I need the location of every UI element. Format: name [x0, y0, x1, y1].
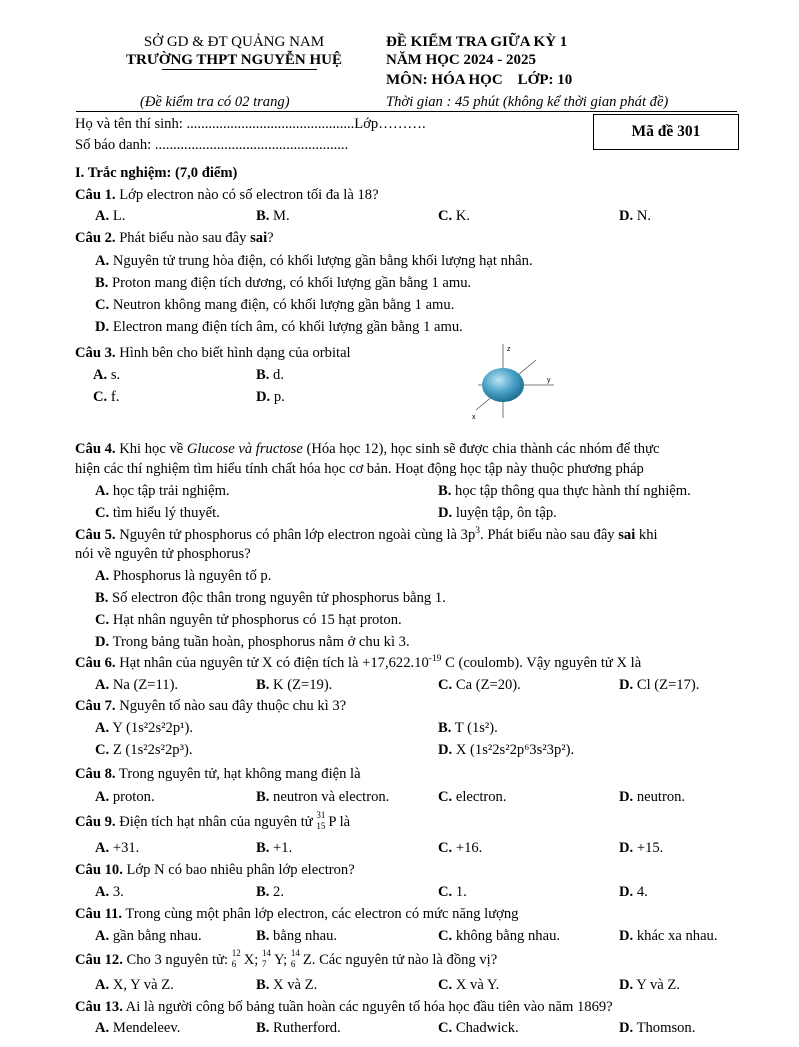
question-12-text: Cho 3 nguyên tử: — [122, 952, 232, 968]
option-text: N. — [633, 208, 652, 224]
question-5-text: Nguyên tử phosphorus có phân lớp electron ngoài cùng là 3p — [115, 527, 476, 543]
q12-option-a[interactable] — [95, 976, 174, 994]
option-letter: D. — [438, 742, 453, 758]
department-name: SỞ GD & ĐT QUẢNG NAM — [143, 34, 325, 50]
option-letter: B. — [256, 208, 270, 224]
q11-option-c[interactable] — [438, 927, 560, 945]
option-letter: A. — [95, 928, 110, 944]
q12-option-b[interactable] — [256, 976, 317, 994]
question-11-text: Trong cùng một phân lớp electron, các electron có mức năng lượng — [122, 906, 519, 922]
question-12-label: Câu 12. — [75, 952, 123, 968]
option-text: Số electron độc thân trong nguyên tử phosphorus bằng 1. — [108, 590, 446, 606]
option-letter: A. — [93, 367, 108, 383]
option-text: Y và Z. — [633, 977, 680, 993]
option-text: Y (1s²2s²2p¹). — [112, 720, 193, 736]
element-symbol: Z — [302, 952, 312, 968]
question-4-italic: Glucose và fructose — [186, 441, 303, 457]
option-text: 4. — [633, 884, 648, 900]
q11-option-d[interactable] — [619, 927, 718, 945]
question-1-label: Câu 1. — [75, 187, 116, 203]
option-letter: C. — [438, 884, 453, 900]
option-text: Thomson. — [633, 1020, 696, 1036]
option-text: học tập thông qua thực hành thí nghiệm. — [451, 483, 691, 499]
option-letter: A. — [95, 208, 110, 224]
option-text: bằng nhau. — [269, 928, 338, 944]
option-letter: C. — [95, 742, 110, 758]
option-text: Nguyên tử trung hòa điện, có khối lượng gần bằng khối lượng hạt nhân. — [109, 253, 533, 269]
option-letter: C. — [438, 928, 453, 944]
question-8-text: Trong nguyên tử, hạt không mang điện là — [115, 766, 361, 782]
option-letter: A. — [95, 840, 110, 856]
option-letter: D. — [438, 505, 453, 521]
question-1 — [75, 186, 379, 204]
exam-title: ĐỀ KIỂM TRA GIỮA KỲ 1 — [386, 34, 568, 50]
option-letter: D. — [619, 840, 634, 856]
option-letter: B. — [256, 1020, 270, 1036]
option-text: Mendeleev. — [109, 1020, 181, 1036]
option-letter: B. — [256, 928, 270, 944]
q8-option-c[interactable] — [438, 788, 507, 806]
question-2-text: Phát biểu nào sau đây — [115, 230, 251, 246]
option-letter: D. — [619, 677, 634, 693]
option-letter: D. — [619, 928, 634, 944]
option-letter: A. — [95, 253, 110, 269]
question-10 — [75, 861, 355, 879]
q11-option-a[interactable] — [95, 927, 202, 945]
option-text: 1. — [452, 884, 467, 900]
question-11-label: Câu 11. — [75, 906, 123, 922]
candidate-name-line: Họ và tên thí sinh: ..............................................Lớp………. — [75, 116, 426, 132]
option-text: f. — [107, 389, 120, 405]
option-letter: C. — [438, 208, 453, 224]
option-text: +15. — [633, 840, 664, 856]
q13-option-c[interactable] — [438, 1019, 519, 1037]
question-8 — [75, 765, 361, 783]
option-text: Rutherford. — [269, 1020, 341, 1036]
option-text: Na (Z=11). — [109, 677, 179, 693]
option-letter: B. — [256, 884, 270, 900]
s-orbital-figure — [458, 340, 570, 426]
option-text: Cl (Z=17). — [633, 677, 700, 693]
mass-number: 31 — [316, 810, 326, 820]
question-7 — [75, 697, 346, 715]
option-letter: A. — [95, 884, 110, 900]
nuclide-notation — [231, 948, 244, 969]
superscript: 3 — [475, 526, 481, 537]
question-6-label: Câu 6. — [75, 655, 116, 671]
option-letter: D. — [619, 789, 634, 805]
option-text: Trong bảng tuần hoàn, phosphorus nằm ở chu kì 3. — [109, 634, 410, 650]
q7-option-a[interactable] — [95, 719, 193, 737]
option-text: M. — [269, 208, 290, 224]
option-text: tìm hiểu lý thuyết. — [109, 505, 220, 521]
option-letter: C. — [95, 505, 110, 521]
question-5-text-end: khi — [635, 527, 658, 543]
question-13 — [75, 998, 613, 1016]
option-text: không bằng nhau. — [452, 928, 561, 944]
option-text: K. — [452, 208, 471, 224]
option-letter: C. — [438, 789, 453, 805]
option-text: Neutron không mang điện, có khối lượng gần bằng 1 amu. — [109, 297, 455, 313]
atomic-number: 15 — [316, 821, 326, 831]
option-letter: B. — [95, 275, 109, 291]
q3-option-c[interactable] — [93, 388, 119, 406]
pages-note: (Đề kiểm tra có 02 trang) — [140, 94, 290, 110]
option-letter: B. — [256, 977, 270, 993]
q11-option-b[interactable] — [256, 927, 337, 945]
superscript: -19 — [428, 654, 442, 665]
question-2-emphasis: sai — [250, 230, 268, 246]
question-3-text: Hình bên cho biết hình dạng của orbital — [115, 345, 351, 361]
option-text: học tập trải nghiệm. — [109, 483, 230, 499]
question-12-text-end: . Các nguyên tử nào là đồng vị? — [311, 952, 498, 968]
orbital-sphere — [482, 368, 524, 402]
school-name — [92, 51, 376, 69]
option-letter: A. — [95, 789, 110, 805]
nuclide-notation — [261, 948, 274, 969]
q4-option-d[interactable] — [438, 504, 557, 522]
y-axis-label: y — [547, 377, 551, 384]
q10-option-b[interactable] — [256, 883, 284, 901]
question-4-text-cont: (Hóa học 12), học sinh sẽ được chia thành các nhóm để thực — [302, 441, 660, 457]
option-letter: A. — [95, 977, 110, 993]
question-6-text: Hạt nhân của nguyên tử X có điện tích là +17,622.10 — [115, 655, 429, 671]
option-letter: B. — [256, 789, 270, 805]
option-text: L. — [109, 208, 126, 224]
question-13-text: Ai là người công bố bảng tuần hoàn các nguyên tố hóa học đầu tiên vào năm 1869? — [122, 999, 613, 1015]
question-2 — [75, 229, 274, 247]
option-letter: C. — [438, 977, 453, 993]
q7-option-b[interactable] — [438, 719, 498, 737]
q10-option-c[interactable] — [438, 883, 467, 901]
option-text: 3. — [109, 884, 124, 900]
question-12 — [75, 948, 498, 969]
header-divider — [76, 111, 737, 112]
candidate-id-line: Số báo danh: ..................................................... — [75, 137, 349, 153]
q9-option-c[interactable] — [438, 839, 482, 857]
question-7-label: Câu 7. — [75, 698, 116, 714]
q10-option-d[interactable] — [619, 883, 648, 901]
option-text: X, Y và Z. — [109, 977, 174, 993]
q13-option-a[interactable] — [95, 1019, 180, 1037]
q3-option-a[interactable] — [93, 366, 120, 384]
time-note: Thời gian : 45 phút (không kể thời gian phát đề) — [386, 94, 669, 110]
option-text: Hạt nhân nguyên tử phosphorus có 15 hạt proton. — [109, 612, 402, 628]
question-4 — [75, 440, 659, 458]
q6-option-c[interactable] — [438, 676, 521, 694]
option-text: s. — [107, 367, 121, 383]
option-text: Electron mang điện tích âm, có khối lượng gần bằng 1 amu. — [109, 319, 463, 335]
option-text: 2. — [269, 884, 284, 900]
q1-option-b[interactable] — [256, 207, 290, 225]
question-9-label: Câu 9. — [75, 814, 116, 830]
q8-option-a[interactable] — [95, 788, 155, 806]
q2-option-b[interactable] — [95, 274, 471, 292]
q12-option-c[interactable] — [438, 976, 499, 994]
option-text: Phosphorus là nguyên tố p. — [109, 568, 272, 584]
question-3 — [75, 344, 351, 362]
option-letter: B. — [95, 590, 109, 606]
option-text: X và Y. — [452, 977, 500, 993]
q2-option-a[interactable] — [95, 252, 533, 270]
question-5-line2: nói về nguyên tử phosphorus? — [75, 546, 251, 562]
option-letter: D. — [619, 977, 634, 993]
option-letter: D. — [619, 884, 634, 900]
q10-option-a[interactable] — [95, 883, 124, 901]
question-7-text: Nguyên tố nào sau đây thuộc chu kì 3? — [115, 698, 347, 714]
mass-number: 12 — [231, 948, 241, 958]
question-5-text-cont: . Phát biểu nào sau đây — [480, 527, 619, 543]
option-letter: C. — [438, 840, 453, 856]
x-axis-label: x — [472, 414, 476, 421]
option-text: d. — [269, 367, 284, 383]
q7-option-c[interactable] — [95, 741, 192, 759]
question-9-text: Điện tích hạt nhân của nguyên tử — [115, 814, 317, 830]
q8-option-d[interactable] — [619, 788, 685, 806]
question-9-text-end: là — [335, 814, 351, 830]
option-letter: A. — [95, 483, 110, 499]
option-text: khác xa nhau. — [633, 928, 718, 944]
option-letter: C. — [93, 389, 108, 405]
school-year: NĂM HỌC 2024 - 2025 — [386, 52, 536, 68]
q5-option-c[interactable] — [95, 611, 402, 629]
q1-option-c[interactable] — [438, 207, 470, 225]
question-8-label: Câu 8. — [75, 766, 116, 782]
option-letter: D. — [95, 634, 110, 650]
nuclide-notation — [290, 948, 303, 969]
option-letter: A. — [95, 720, 110, 736]
q13-option-d[interactable] — [619, 1019, 695, 1037]
question-10-label: Câu 10. — [75, 862, 123, 878]
nuclide-notation — [316, 810, 328, 831]
question-5-label: Câu 5. — [75, 527, 116, 543]
option-text: neutron. — [633, 789, 686, 805]
option-text: electron. — [452, 789, 507, 805]
option-letter: C. — [438, 677, 453, 693]
question-9 — [75, 810, 351, 831]
option-text: Proton mang điện tích dương, có khối lượng gần bằng 1 amu. — [108, 275, 472, 291]
exam-code-box — [593, 114, 739, 150]
atomic-number: 7 — [261, 959, 267, 969]
option-text: Chadwick. — [452, 1020, 519, 1036]
exam-code: Mã đề 301 — [631, 123, 701, 140]
question-2-label: Câu 2. — [75, 230, 116, 246]
q5-option-d[interactable] — [95, 633, 410, 651]
q6-option-a[interactable] — [95, 676, 178, 694]
option-text: X (1s²2s²2p⁶3s²3p²). — [455, 742, 575, 758]
q9-option-d[interactable] — [619, 839, 663, 857]
question-4-label: Câu 4. — [75, 441, 116, 457]
option-text: proton. — [109, 789, 155, 805]
q3-option-d[interactable] — [256, 388, 285, 406]
atomic-number: 6 — [290, 959, 296, 969]
section-title: I. Trắc nghiệm: (7,0 điểm) — [75, 165, 238, 181]
q1-option-a[interactable] — [95, 207, 125, 225]
q12-option-d[interactable] — [619, 976, 680, 994]
q2-option-d[interactable] — [95, 318, 463, 336]
q4-option-a[interactable] — [95, 482, 230, 500]
question-4-text: Khi học về — [115, 441, 187, 457]
question-2-text-end: ? — [267, 230, 274, 246]
subject-line: MÔN: HÓA HỌC LỚP: 10 — [386, 72, 573, 88]
option-letter: A. — [95, 677, 110, 693]
mass-number: 14 — [290, 948, 300, 958]
question-11 — [75, 905, 518, 923]
q1-option-d[interactable] — [619, 207, 651, 225]
q6-option-d[interactable] — [619, 676, 699, 694]
option-text: K (Z=19). — [269, 677, 333, 693]
option-letter: B. — [256, 677, 270, 693]
q13-option-b[interactable] — [256, 1019, 341, 1037]
question-3-label: Câu 3. — [75, 345, 116, 361]
q2-option-c[interactable] — [95, 296, 454, 314]
option-letter: B. — [438, 483, 452, 499]
option-text: +1. — [269, 840, 293, 856]
q5-option-a[interactable] — [95, 567, 271, 585]
option-letter: C. — [438, 1020, 453, 1036]
school-underline — [162, 69, 317, 70]
option-text: +31. — [109, 840, 140, 856]
option-text: gần bằng nhau. — [109, 928, 202, 944]
option-letter: D. — [619, 208, 634, 224]
q5-option-b[interactable] — [95, 589, 446, 607]
z-axis-label: z — [507, 346, 511, 353]
question-5-emphasis: sai — [618, 527, 636, 543]
option-letter: B. — [256, 840, 270, 856]
option-letter: A. — [95, 568, 110, 584]
q8-option-b[interactable] — [256, 788, 389, 806]
q4-option-c[interactable] — [95, 504, 220, 522]
question-1-text: Lớp electron nào có số electron tối đa là 18? — [115, 187, 379, 203]
q3-option-b[interactable] — [256, 366, 284, 384]
option-letter: D. — [619, 1020, 634, 1036]
option-text: +16. — [452, 840, 483, 856]
option-letter: B. — [256, 367, 270, 383]
question-6-text-end: C (coulomb). Vậy nguyên tử X là — [441, 655, 642, 671]
element-symbol: Y; — [273, 952, 291, 968]
element-symbol: P — [328, 814, 336, 830]
q7-option-d[interactable] — [438, 741, 574, 759]
question-6 — [75, 654, 641, 672]
q6-option-b[interactable] — [256, 676, 332, 694]
mass-number: 14 — [261, 948, 271, 958]
option-text: X và Z. — [269, 977, 318, 993]
option-text: neutron và electron. — [269, 789, 390, 805]
option-letter: C. — [95, 297, 110, 313]
option-letter: D. — [95, 319, 110, 335]
option-letter: D. — [256, 389, 271, 405]
option-text: Z (1s²2s²2p³). — [112, 742, 193, 758]
option-letter: A. — [95, 1020, 110, 1036]
option-letter: B. — [438, 720, 452, 736]
school-name-text: TRƯỜNG THPT NGUYỄN HUỆ — [126, 52, 342, 68]
option-text: p. — [270, 389, 285, 405]
option-text: Ca (Z=20). — [452, 677, 521, 693]
option-letter: C. — [95, 612, 110, 628]
question-10-text: Lớp N có bao nhiêu phân lớp electron? — [122, 862, 355, 878]
option-text: T (1s²). — [454, 720, 498, 736]
question-13-label: Câu 13. — [75, 999, 123, 1015]
atomic-number: 6 — [231, 959, 237, 969]
question-5 — [75, 526, 658, 544]
option-text: luyện tập, ôn tập. — [452, 505, 557, 521]
q9-option-b[interactable] — [256, 839, 292, 857]
question-4-line2: hiện các thí nghiệm tìm hiểu tính chất hóa học cơ bản. Hoạt động học tập này thuộc phương pháp — [75, 461, 644, 477]
q9-option-a[interactable] — [95, 839, 139, 857]
element-symbol: X; — [243, 952, 262, 968]
q4-option-b[interactable] — [438, 482, 691, 500]
